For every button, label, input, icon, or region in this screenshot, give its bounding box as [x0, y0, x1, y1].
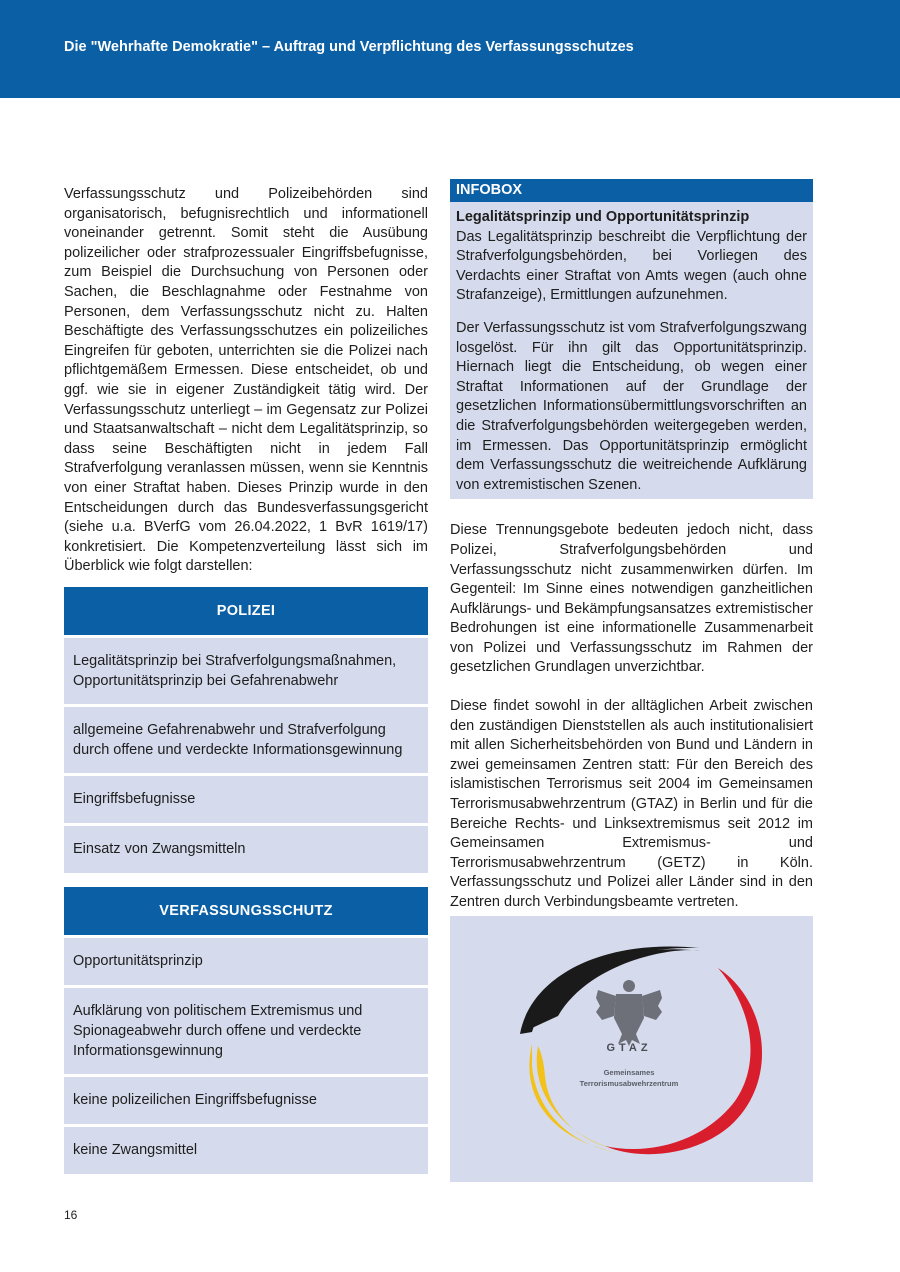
polizei-table: [64, 587, 428, 873]
right-column: [450, 179, 813, 913]
header-title: Die "Wehrhafte Demokratie" – Auftrag und Verpflichtung des Verfassungsschutzes: [64, 39, 634, 55]
logo-gold-arc: [537, 1046, 610, 1148]
page-number: 16: [64, 1208, 78, 1222]
verfassungsschutz-row: Opportunitätsprinzip: [64, 938, 428, 985]
infobox-label: INFOBOX: [450, 179, 813, 202]
logo-name-line-2: Terrorismusabwehrzentrum: [579, 1079, 679, 1088]
polizei-table-heading: POLIZEI: [64, 587, 428, 635]
eagle-icon: [596, 980, 662, 1046]
infobox-paragraph: Der Verfassungsschutz ist vom Strafverfolgungszwang losgelöst. Für ihn gilt das Opportunitätsprinzip. Hiernach liegt die Entscheidung, ob wegen einer Straftat Informationen auf der Grundlage der gesetzlichen Informationsübermittlungsvorschriften an die Strafverfolgungsbehörden weitergegeben werden, im Ermessen. Das Opportunitätsprinzip ermöglicht dem Verfassungsschutz die weitreichende Aufklärung von extremistischen Szenen.: [456, 319, 807, 493]
verfassungsschutz-row: keine polizeilichen Eingriffsbefugnisse: [64, 1077, 428, 1124]
polizei-row: Eingriffsbefugnisse: [64, 776, 428, 823]
verfassungsschutz-table: [64, 887, 428, 1174]
verfassungsschutz-row: Aufklärung von politischem Extremismus und Spionageabwehr durch offene und verdeckte Informationsgewinnung: [64, 988, 428, 1074]
gtaz-logo-panel: [450, 916, 813, 1182]
cooperation-paragraph: Diese Trennungsgebote bedeuten jedoch nicht, dass Polizei, Strafverfolgungsbehörden und Verfassungsschutz nicht zusammenwirken dürfen. Im Gegenteil: Im Sinne eines notwendigen ganzheitlichen Aufklärungs- und Bekämpfungsansatzes extremistischer Bedrohungen ist eine informationelle Zusammenarbeit von Polizei und Verfassungsschutz im Rahmen der gesetzlichen Grundlagen unverzichtbar.: [450, 522, 813, 676]
polizei-row: allgemeine Gefahrenabwehr und Strafverfolgung durch offene und verdeckte Informationsgewinnung: [64, 707, 428, 773]
left-column: [64, 185, 428, 1174]
logo-acronym: GTAZ: [606, 1042, 652, 1054]
infobox-body: [450, 202, 813, 499]
polizei-row: Legalitätsprinzip bei Strafverfolgungsmaßnahmen, Opportunitätsprinzip bei Gefahrenabwehr: [64, 638, 428, 704]
logo-name-line-1: Gemeinsames: [603, 1068, 655, 1077]
infobox-title: Legalitätsprinzip und Opportunitätsprinzip: [456, 209, 750, 225]
verfassungsschutz-table-heading: VERFASSUNGSSCHUTZ: [64, 887, 428, 935]
infobox-paragraph: Das Legalitätsprinzip beschreibt die Verpflichtung der Strafverfolgungsbehörden, bei Vorliegen des Verdachts einer Straftat von Amts wegen (auch ohne Strafanzeige), Ermittlungen aufzunehmen.: [456, 228, 807, 304]
infobox: [450, 179, 813, 499]
centers-paragraph: Diese findet sowohl in der alltäglichen Arbeit zwischen den zuständigen Dienststellen als auch institutionalisiert mit allen Sicherheitsbehörden von Bund und Ländern in zwei gemeinsamen Zentren statt: Für den Bereich des islamistischen Terrorismus seit 2004 im Gemeinsamen Terrorismusabwehrzentrum (GTAZ) in Berlin und für die Bereiche Rechts- und Linksextremismus seit 2012 im Gemeinsamen Extremismus- und Terrorismusabwehrzentrum (GETZ) in Köln. Verfassungsschutz und Polizei aller Länder sind in den Zentren durch Verbindungsbeamte vertreten.: [450, 698, 813, 910]
polizei-row: Einsatz von Zwangsmitteln: [64, 826, 428, 873]
intro-paragraph: Verfassungsschutz und Polizeibehörden sind organisatorisch, befugnisrechtlich und informationell voneinander getrennt. Somit steht die Ausübung polizeilicher oder strafprozessualer Eingriffsbefugnisse, zum Beispiel die Durchsuchung von Personen oder Sachen, die Beschlagnahme oder Festnahme von Personen, dem Verfassungsschutz nicht zu. Halten Beschäftigte des Verfassungsschutzes ein polizeiliches Eingreifen für geboten, unterrichten sie die Polizei nach pflichtgemäßem Ermessen. Diese entscheidet, ob und ggf. wie sie in eigener Zuständigkeit tätig wird. Der Verfassungsschutz unterliegt – im Gegensatz zur Polizei und Staatsanwaltschaft – nicht dem Legalitätsprinzip, so dass seine Beschäftigten nicht in jedem Fall Strafverfolgung veranlassen müssen, wenn sie Kenntnis von einer Straftat haben. Dieses Prinzip wurde in den Entscheidungen durch das Bundesverfassungsgericht (siehe u.a. BVerfG vom 26.04.2022, 1 BvR 1619/17) konkretisiert. Die Kompetenzverteilung lässt sich im Überblick wie folgt darstellen:: [64, 186, 428, 575]
verfassungsschutz-row: keine Zwangsmittel: [64, 1127, 428, 1174]
page-header: [0, 0, 900, 98]
gtaz-logo: [450, 916, 813, 1182]
